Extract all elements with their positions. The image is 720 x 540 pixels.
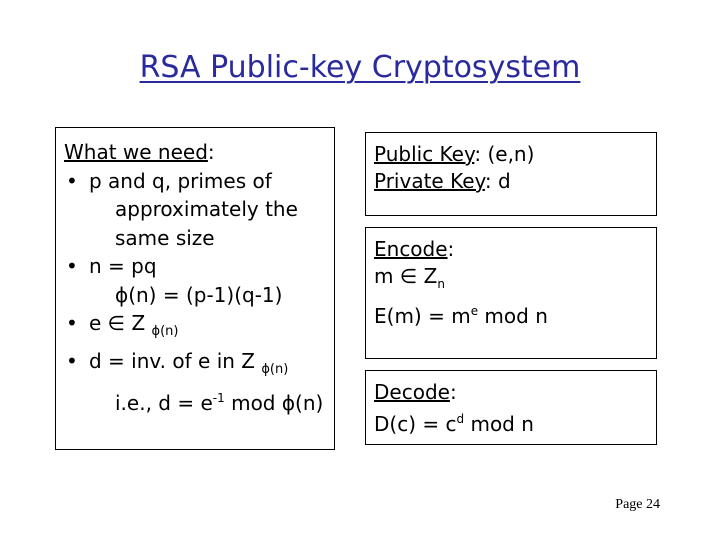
decode-line1: [374, 406, 648, 438]
decode-box: [365, 370, 657, 445]
b4-line2-sup: -1: [212, 391, 225, 405]
b4-line2: [89, 384, 326, 418]
b3-sub: ϕ(n): [151, 324, 179, 339]
b3-line1: [89, 309, 326, 347]
list-item: [64, 167, 326, 253]
encode-line1-pre: m ∈ Z: [374, 264, 438, 288]
b1-line1: p and q, primes of: [89, 168, 272, 193]
encode-line1-sub: n: [437, 277, 445, 291]
decode-line1-post: mod n: [464, 412, 534, 436]
bullet-icon: •: [66, 254, 78, 278]
encode-heading: [374, 236, 648, 263]
encode-line2-post: mod n: [478, 304, 548, 328]
decode-heading: [374, 379, 648, 406]
decode-label: Decode: [374, 380, 450, 404]
requirements-box: [55, 127, 335, 450]
list-item: [64, 252, 326, 309]
b3-text: e ∈ Z: [89, 311, 146, 335]
private-key-value: : d: [484, 169, 511, 193]
b4-text: d = inv. of e in Z: [89, 348, 255, 373]
b4-line1: [89, 347, 326, 385]
bullet-icon: •: [66, 348, 78, 373]
list-item: [64, 309, 326, 347]
bullet-icon: •: [66, 168, 78, 193]
public-key-label: Public Key: [374, 142, 475, 166]
public-key-value: : (e,n): [474, 142, 535, 166]
slide-title: RSA Public-key Cryptosystem: [139, 50, 581, 85]
decode-line1-sup: d: [456, 412, 465, 426]
b2-line1: n = pq: [89, 254, 157, 278]
private-key-line: [374, 168, 648, 195]
heading-label: What we need: [64, 140, 208, 164]
private-key-label: Private Key: [374, 169, 485, 193]
b4-line2-pre: i.e., d = e: [115, 391, 213, 415]
requirements-list: [64, 167, 326, 418]
encode-colon: :: [447, 237, 455, 261]
encode-label: Encode: [374, 237, 448, 261]
b2-line2: ϕ(n) = (p-1)(q-1): [115, 282, 283, 307]
b4-line2-post: mod ϕ(n): [224, 391, 324, 415]
bullet-icon: •: [66, 311, 78, 335]
heading-colon: :: [207, 140, 215, 164]
page-number: Page 24: [615, 497, 660, 512]
public-key-line: [374, 141, 648, 168]
decode-colon: :: [449, 380, 457, 404]
keys-box: [365, 132, 657, 216]
encode-line2-pre: E(m) = m: [374, 304, 471, 328]
encode-line1: [374, 263, 648, 298]
b1-line3: same size: [115, 225, 215, 250]
encode-box: [365, 227, 657, 359]
list-item: [64, 347, 326, 418]
b4-sub: ϕ(n): [261, 361, 289, 377]
decode-line1-pre: D(c) = c: [374, 412, 457, 436]
encode-line2: [374, 298, 648, 330]
encode-line2-sup: e: [470, 304, 479, 318]
requirements-heading: [64, 138, 326, 167]
b1-line2: approximately the: [115, 197, 298, 221]
